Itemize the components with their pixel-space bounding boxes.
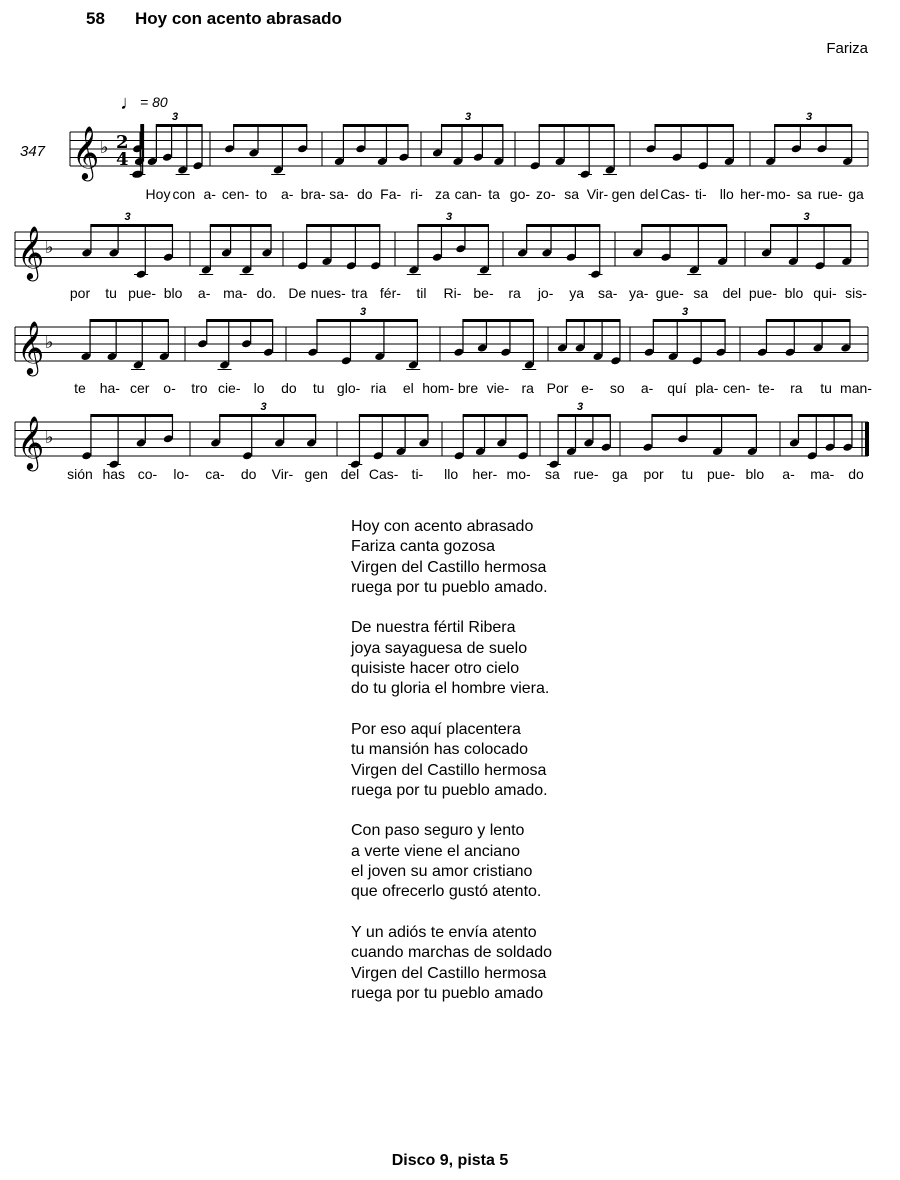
note-beam [316,319,418,322]
lyric-syllable: con [172,186,196,202]
treble-clef-icon: 𝄞 [17,225,45,279]
lyric-syllable: sa [564,186,580,202]
lyric-syllable: te- [758,380,775,396]
poem-stanza [351,923,552,1004]
lyric-syllable: rue- [573,466,599,482]
lyric-syllable: tu [681,466,694,482]
lyric-syllable: e- [581,380,594,396]
note-beam [89,319,168,322]
tune-number: 347 [20,143,46,160]
lyric-syllable: sión [67,466,93,482]
lyric-syllable: vie- [486,380,510,396]
lyric-syllable: ga [848,186,864,202]
lyric-syllable: bra- [300,186,326,202]
note-beam [798,414,853,417]
lyric-syllable: go- [509,186,531,202]
poem-verse: ruega por tu pueblo amado. [351,781,548,799]
lyric-syllable: tu [820,380,832,396]
lyric-syllable: sa [693,285,709,301]
lyric-syllable: ga [612,466,628,482]
lyric-syllable: a- [281,186,294,202]
triplet-mark: 3 [464,111,472,123]
lyric-syllable: her- [740,186,766,202]
lyric-syllable: tu [312,380,325,396]
poem-verse: el joven su amor cristiano [351,863,533,881]
lyric-syllable: lo [253,380,265,396]
lyric-syllable: a- [782,466,795,482]
lyric-syllable: mo- [766,186,791,202]
note-beam [156,124,203,127]
note-beam [654,124,733,127]
note-beam [539,124,615,127]
quarter-note-icon: ♩ [120,92,140,114]
piece-title: Hoy con acento abrasado [135,9,342,28]
lyric-syllable: za [434,186,450,202]
poem-verse: Y un adiós te envía atento [351,923,537,941]
lyric-line-2 [0,285,900,305]
note-beam [233,124,307,127]
poem-verse: ruega por tu pueblo amado. [351,578,548,596]
poem-verse: a verte viene el anciano [351,842,520,860]
note-beam [766,319,851,322]
poem-verse: De nuestra fértil Ribera [351,619,516,637]
poem-stanza [351,517,552,598]
triplet-mark: 3 [260,401,267,413]
note-beam [641,224,727,227]
lyric-syllable: ria [370,380,387,396]
lyric-syllable: do [281,380,297,396]
lyric-syllable: so [609,380,625,396]
lyric-syllable: del [722,285,742,301]
note-beam [90,414,173,417]
lyric-syllable: co- [137,466,158,482]
lyric-syllable: cie- [217,380,241,396]
lyric-syllable: Cas- [660,186,690,202]
lyric-syllable: Por [546,380,569,396]
lyric-syllable: fér- [379,285,401,301]
lyric-syllable: do [848,466,864,482]
lyric-syllable: ri- [410,186,423,202]
lyric-syllable: mo- [506,466,531,482]
time-signature-top: 2 [116,132,129,153]
tempo-marking [120,92,168,115]
lyric-line-1 [0,186,900,206]
lyric-syllable: gue- [655,285,684,301]
lyric-syllable: gen [611,186,636,202]
lyric-syllable: ta [488,186,500,202]
triplet-mark: 3 [805,111,813,123]
note-beam [462,319,534,322]
lyric-syllable: blo [784,285,804,301]
lyric-syllable: tu [105,285,117,301]
lyric-syllable: por [69,285,91,301]
note-beam [526,224,600,227]
lyric-syllable: Vir- [586,186,609,202]
lyric-syllable: do [357,186,373,202]
note-beam [210,224,272,227]
flat-key-signature-icon: ♭ [45,237,54,258]
lyric-syllable: ti- [695,186,707,202]
treble-clef-icon: 𝄞 [17,320,45,374]
lyric-syllable: llo [444,466,459,482]
lyric-syllable: blo [163,285,183,301]
poem-verse: que ofrecerlo gustó atento. [351,883,542,901]
final-bar-line [865,422,869,456]
lyric-syllable: to [255,186,268,202]
poem-verse: Por eso aquí placentera [351,720,521,738]
flat-key-signature-icon: ♭ [45,332,54,353]
triplet-mark: 3 [576,401,584,413]
note-beam [90,224,173,227]
poem-verse: quisiste hacer otro cielo [351,660,520,678]
lyric-syllable: hom- [422,380,455,396]
time-signature-bottom: 4 [116,149,129,170]
poem-verse: Virgen del Castillo hermosa [351,558,547,576]
staff [0,401,900,500]
lyric-syllable: pue- [748,285,777,301]
poem-verse: do tu gloria el hombre viera. [351,680,550,698]
lyric-syllable: a- [640,380,654,396]
triplet-mark: 3 [171,111,179,123]
flat-key-signature-icon: ♭ [45,427,54,448]
poem-verse: tu mansión has colocado [351,741,528,759]
lyric-syllable: sa [796,186,812,202]
lyric-syllable: blo [745,466,765,482]
note-beam [566,319,621,322]
lyric-syllable: her- [472,466,498,482]
lyric-syllable: be- [473,285,494,301]
lyric-syllable: a- [197,285,211,301]
poem-verse: Con paso seguro y lento [351,822,525,840]
poem-verse: Fariza canta gozosa [351,538,496,556]
piece-number: 58 [86,9,105,28]
lyric-syllable: ca- [205,466,225,482]
triplet-mark: 3 [803,211,810,223]
lyric-syllable: sa [544,466,560,482]
poem-verse: Virgen del Castillo hermosa [351,761,547,779]
lyric-syllable: del [340,466,360,482]
lyric-syllable: pue- [128,285,157,301]
poem-stanza [351,618,552,699]
lyric-syllable: sa- [329,186,349,202]
lyric-syllable: sa- [597,285,618,301]
note-beam [441,124,504,127]
place-name: Fariza [826,40,868,57]
poem-text [351,517,552,1024]
flat-key-signature-icon: ♭ [100,137,109,158]
lyric-syllable: quí [667,380,687,396]
note-beam [343,124,409,127]
lyric-syllable: nues- [310,285,346,301]
lyric-syllable: man- [840,380,872,396]
lyric-syllable: gen [304,466,328,482]
lyric-syllable: tro [191,380,208,396]
lyric-syllable: jo- [537,285,554,301]
triplet-mark: 3 [445,211,453,223]
lyric-syllable: cen- [722,380,751,396]
lyric-syllable: pue- [707,466,736,482]
lyric-syllable: te [74,380,86,396]
note-beam [770,224,851,227]
note-beam [774,124,852,127]
lyric-syllable: del [639,186,659,202]
lyric-syllable: Fa- [380,186,402,202]
treble-clef-icon: 𝄞 [17,415,45,469]
lyric-syllable: rue- [817,186,843,202]
lyric-syllable: tra [351,285,368,301]
lyric-syllable: ha- [99,380,120,396]
lyric-syllable: ti- [411,466,424,482]
lyric-syllable: el [402,380,414,396]
note-beam [206,319,273,322]
lyric-syllable: cen- [221,186,250,202]
triplet-mark: 3 [681,306,689,318]
note-beam [417,224,489,227]
lyric-syllable: ra [521,380,534,396]
staff-system-4 [0,401,900,500]
lyric-syllable: ya [569,285,585,301]
poem-verse: cuando marchas de soldado [351,944,553,962]
lyric-syllable: til [416,285,427,301]
lyric-syllable: ya- [628,285,649,301]
triplet-mark: 3 [359,306,367,318]
lyric-syllable: Ri- [443,285,462,301]
lyric-syllable: do. [256,285,276,301]
lyric-line-4 [0,466,900,486]
lyric-syllable: Vir- [271,466,294,482]
note-beam [140,124,144,127]
lyric-syllable: glo- [336,380,361,396]
note-beam [463,414,528,417]
lyric-syllable: pla- [695,380,719,396]
lyric-syllable: qui- [813,285,837,301]
tempo-value: = 80 [140,94,168,110]
note-beam [653,319,726,322]
triplet-mark: 3 [124,211,131,223]
lyric-syllable: De [288,285,307,301]
lyric-syllable: por [643,466,664,482]
lyric-syllable: o- [163,380,176,396]
lyric-syllable: llo [719,186,734,202]
poem-verse: ruega por tu pueblo amado [351,984,544,1002]
lyric-syllable: lo- [173,466,189,482]
poem-stanza [351,821,552,902]
note-beam [558,414,611,417]
lyric-syllable: ma- [810,466,835,482]
note-beam [306,224,380,227]
note-beam [359,414,429,417]
poem-stanza [351,720,552,801]
lyric-syllable: can- [454,186,482,202]
treble-clef-icon: 𝄞 [72,125,100,179]
lyric-syllable: ra [790,380,803,396]
lyric-syllable: ra [508,285,521,301]
note-beam [219,414,316,417]
lyric-syllable: Hoy [145,186,171,202]
lyric-syllable: sis- [845,285,867,301]
lyric-syllable: Cas- [368,466,399,482]
lyric-syllable: a- [203,186,216,202]
poem-verse: Virgen del Castillo hermosa [351,964,547,982]
lyric-line-3 [0,380,900,400]
poem-verse: Hoy con acento abrasado [351,518,534,535]
lyric-syllable: has [102,466,126,482]
poem-verse: joya sayaguesa de suelo [351,639,528,657]
note-beam [651,414,757,417]
lyric-syllable: do [240,466,257,482]
lyric-syllable: cer [129,380,150,396]
lyric-syllable: bre [457,380,479,396]
lyric-syllable: zo- [536,186,556,202]
lyric-syllable: ma- [223,285,248,301]
footer-note: Disco 9, pista 5 [391,1152,509,1169]
